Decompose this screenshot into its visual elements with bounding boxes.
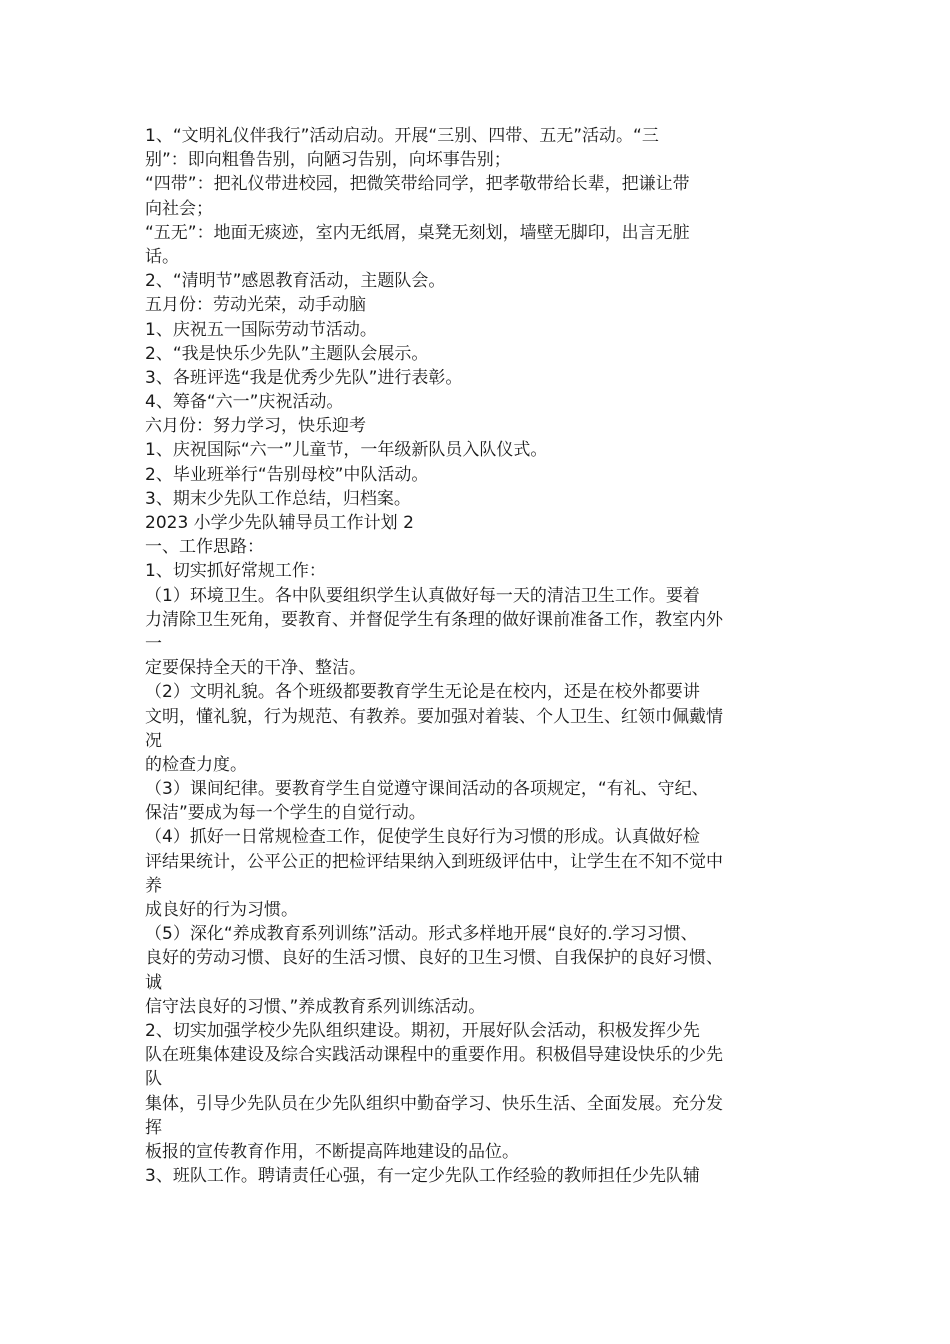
text-line: 3、各班评选“我是优秀少先队”进行表彰。 xyxy=(145,367,463,388)
text-line: （4）抓好一日常规检查工作，促使学生良好行为习惯的形成。认真做好检 xyxy=(145,827,700,848)
text-line: 向社会； xyxy=(145,198,213,219)
text-line: （1）环境卫生。各中队要组织学生认真做好每一天的清洁卫生工作。要着 xyxy=(145,585,700,606)
text-line: 集体，引导少先队员在少先队组织中勤奋学习、快乐生活、全面发展。充分发 xyxy=(145,1093,723,1114)
text-line: 评结果统计，公平公正的把检评结果纳入到班级评估中，让学生在不知不觉中 xyxy=(145,851,723,872)
text-line: 成良好的行为习惯。 xyxy=(145,900,298,920)
text-line: 力清除卫生死角，要教育、并督促学生有条理的做好课前准备工作，教室内外 xyxy=(145,609,723,630)
text-line: （3）课间纪律。要教育学生自觉遵守课间活动的各项规定，“有礼、守纪、 xyxy=(145,779,709,800)
text-line: 1、“文明礼仪伴我行”活动启动。开展“三别、四带、五无”活动。“三 xyxy=(145,126,659,146)
text-line: 2、毕业班举行“告别母校”中队活动。 xyxy=(145,464,429,485)
text-line: 2、“我是快乐少先队”主题队会展示。 xyxy=(145,343,429,364)
text-line: 一 xyxy=(145,633,162,654)
document-body xyxy=(145,124,815,1188)
text-line: 六月份：努力学习，快乐迎考 xyxy=(145,416,366,437)
text-line: 3、班队工作。聘请责任心强，有一定少先队工作经验的教师担任少先队辅 xyxy=(145,1166,700,1187)
text-line: 2023 小学少先队辅导员工作计划 2 xyxy=(145,513,414,533)
text-line: 板报的宣传教育作用，不断提高阵地建设的品位。 xyxy=(145,1141,519,1162)
text-line: 文明，懂礼貌，行为规范、有教养。要加强对着装、个人卫生、红领巾佩戴情 xyxy=(145,706,723,727)
text-line: 1、庆祝国际“六一”儿童节，一年级新队员入队仪式。 xyxy=(145,440,548,461)
text-line: “四带”：把礼仪带进校园，把微笑带给同学，把孝敬带给长辈，把谦让带 xyxy=(145,174,690,195)
text-line: 1、切实抓好常规工作： xyxy=(145,561,326,582)
text-line: 队在班集体建设及综合实践活动课程中的重要作用。积极倡导建设快乐的少先 xyxy=(145,1045,723,1066)
text-line: 的检查力度。 xyxy=(145,754,247,775)
text-line: “五无”：地面无痰迹，室内无纸屑，桌凳无刻划，墙壁无脚印，出言无脏 xyxy=(145,222,690,243)
text-line: 保洁”要成为每一个学生的自觉行动。 xyxy=(145,803,426,824)
text-line: 诚 xyxy=(145,972,162,993)
text-line: 养 xyxy=(145,875,162,896)
text-line: 1、庆祝五一国际劳动节活动。 xyxy=(145,319,377,340)
text-line: （2）文明礼貌。各个班级都要教育学生无论是在校内，还是在校外都要讲 xyxy=(145,682,700,703)
text-line: 良好的劳动习惯、良好的生活习惯、良好的卫生习惯、自我保护的良好习惯、 xyxy=(145,948,723,969)
text-line: 3、期末少先队工作总结，归档案。 xyxy=(145,488,411,509)
text-line: 五月份：劳动光荣，动手动脑 xyxy=(145,295,366,316)
text-line: 信守法良好的习惯、”养成教育系列训练活动。 xyxy=(145,996,486,1017)
text-line: 队 xyxy=(145,1069,162,1090)
text-line: 2、“清明节”感恩教育活动，主题队会。 xyxy=(145,271,446,292)
text-line: 别”：即向粗鲁告别，向陋习告别，向坏事告别； xyxy=(145,150,511,171)
text-line: 话。 xyxy=(145,246,179,267)
text-line: 一、工作思路： xyxy=(145,537,264,558)
text-line: 4、筹备“六一”庆祝活动。 xyxy=(145,392,344,413)
text-line: 挥 xyxy=(145,1117,162,1138)
text-line: 定要保持全天的干净、整洁。 xyxy=(145,658,366,679)
text-line: 2、切实加强学校少先队组织建设。期初，开展好队会活动，积极发挥少先 xyxy=(145,1020,700,1041)
text-line: （5）深化“养成教育系列训练”活动。形式多样地开展“良好的.学习习惯、 xyxy=(145,924,698,945)
text-line: 况 xyxy=(145,730,162,751)
